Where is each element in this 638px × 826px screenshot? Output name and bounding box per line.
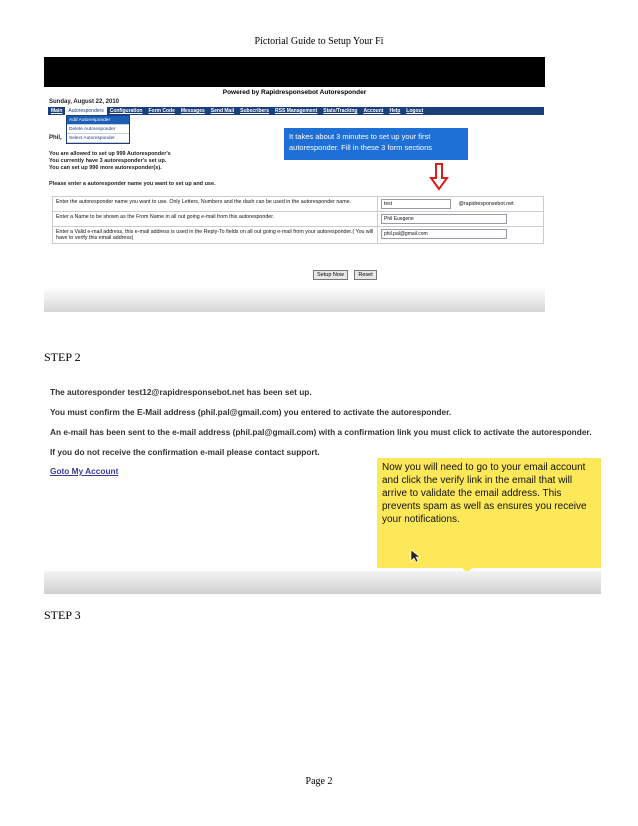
info-line: You currently have 3 autoresponder's set up. [49, 158, 167, 164]
nav-subscribers[interactable]: Subscribers [240, 108, 270, 114]
screenshot-edge [44, 287, 545, 312]
reset-button[interactable]: Reset [354, 270, 376, 280]
setup-screenshot [44, 57, 545, 312]
main-nav [48, 107, 544, 115]
info-line: You are allowed to set up 999 Autoresponder's [49, 151, 171, 157]
step-2-heading: STEP 2 [44, 350, 81, 364]
autoresponders-dropdown [66, 115, 130, 144]
menu-select-autoresponder[interactable]: Select Autoresponder [67, 134, 129, 143]
form-prompt: Please enter a autoresponder name you want to set up and use. [49, 181, 216, 187]
row-field [378, 197, 544, 212]
arrow-down-icon [429, 163, 449, 191]
row-label: Enter a Valid e-mail address, this e-mail address is used in the Reply-To fields on all out going e-mail from your autoresponder.( You will have to verify this email address) [53, 227, 378, 244]
nav-messages[interactable]: Messages [180, 108, 205, 114]
menu-add-autoresponder[interactable]: Add Autoresponder [67, 116, 129, 125]
greeting: Phil, [49, 135, 62, 141]
powered-by: Powered by Rapidresponsebot Autoresponder [222, 89, 367, 96]
support-text: If you do not receive the confirmation e-mail please contact support. [50, 447, 320, 457]
nav-configuration[interactable]: Configuration [109, 108, 143, 114]
nav-autoresponders[interactable]: Autoresponders [65, 107, 106, 115]
autoresponder-name-input[interactable]: test [381, 199, 451, 209]
confirm-email-text: You must confirm the E-Mail address (phil.pal@gmail.com) you entered to activate the autoresponder. [50, 407, 452, 417]
current-date: Sunday, August 22, 2010 [49, 99, 120, 105]
nav-help[interactable]: Help [389, 108, 401, 114]
page-number: Page 2 [305, 776, 333, 787]
nav-send-mail[interactable]: Send Mail [210, 108, 235, 114]
document-header: Pictorial Guide to Setup Your Fi [254, 36, 384, 47]
autoresponder-form [52, 196, 544, 244]
nav-stats-tracking[interactable]: Stats/Tracking [323, 108, 358, 114]
step-3-heading: STEP 3 [44, 608, 81, 622]
domain-suffix: @rapidresponsebot.net [458, 201, 514, 208]
screenshot-edge [44, 571, 601, 594]
goto-account-link[interactable]: Goto My Account [50, 466, 119, 476]
nav-form-code[interactable]: Form Code [148, 108, 175, 114]
email-sent-text: An e-mail has been sent to the e-mail address (phil.pal@gmail.com) with a confirmation link you must click to activate the autoresponder. [50, 427, 592, 437]
nav-rss-management[interactable]: RSS Management [275, 108, 318, 114]
nav-logout[interactable]: Logout [406, 108, 424, 114]
row-label: Enter a Name to be shown as the From Name in all out going e-mail from this autoresponder. [53, 212, 378, 227]
table-row [53, 227, 544, 244]
table-row [53, 197, 544, 212]
row-field [378, 227, 544, 244]
confirmation-screenshot [44, 377, 601, 594]
nav-account[interactable]: Account [363, 108, 384, 114]
account-link-wrap [50, 466, 118, 476]
setup-now-button[interactable]: Setup Now [313, 270, 348, 280]
verify-callout-text: Now you will need to go to your email account and click the verify link in the email that will arrive to validate the email address. This prevents spam as well as ensures you receive your notifications. [382, 462, 587, 525]
from-name-input[interactable]: Phil Euegene [381, 214, 507, 224]
setup-callout: It takes about 3 minutes to set up your first autoresponder. Fill in these 3 form sections [284, 128, 468, 160]
row-label: Enter the autoresponder name you want to use. Only Letters, Numbers and the dash can be used in the autoresponder name. [53, 197, 378, 212]
quota-info [49, 151, 171, 172]
form-buttons [313, 263, 379, 281]
table-row [53, 212, 544, 227]
menu-delete-autoresponder[interactable]: Delete Autoresponder [67, 125, 129, 134]
banner [44, 57, 545, 87]
reply-to-email-input[interactable]: phil.pal@gmail.com [381, 229, 507, 239]
info-line: You can set up 996 more autoresponder(s). [49, 165, 162, 171]
row-field [378, 212, 544, 227]
nav-main[interactable]: Main [51, 108, 63, 114]
mouse-cursor-icon [410, 549, 420, 563]
setup-confirmed-text: The autoresponder test12@rapidresponsebot.net has been set up. [50, 387, 312, 397]
